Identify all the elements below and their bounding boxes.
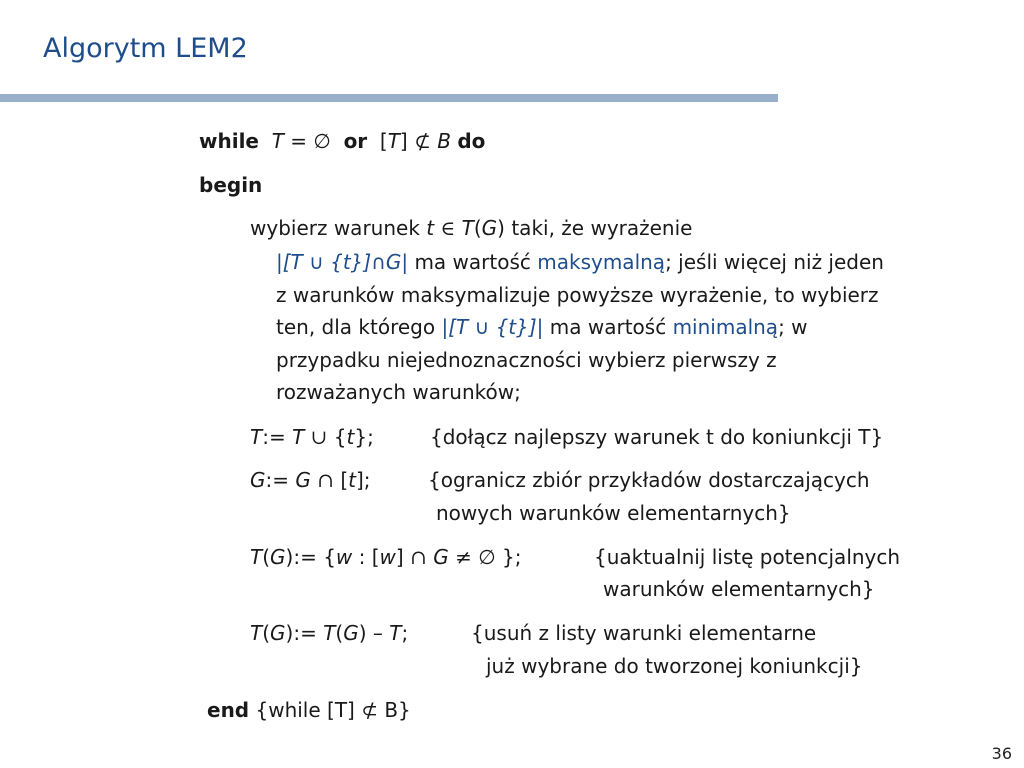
assign-T-comment: {dołącz najlepszy warunek t do koniunkcji T} xyxy=(430,425,884,449)
or-keyword: or xyxy=(343,129,368,153)
select-text: wybierz warunek xyxy=(250,216,420,240)
element-of-symbol: ∈ xyxy=(440,216,456,240)
var-T: T xyxy=(389,621,402,645)
empty-set-symbol: ∅ xyxy=(313,129,331,153)
do-keyword: do xyxy=(457,129,486,153)
while-line xyxy=(199,129,485,153)
var-G: G xyxy=(343,621,359,645)
var-B: B xyxy=(437,129,451,153)
maximal-word: maksymalną xyxy=(537,250,666,274)
union-symbol: ∪ xyxy=(310,425,328,449)
begin-keyword: begin xyxy=(199,173,263,197)
assign-G-comment-2: nowych warunków elementarnych} xyxy=(436,501,791,525)
end-keyword: end xyxy=(207,698,250,722)
var-G: G xyxy=(433,545,449,569)
minimize-head: ten, dla którego xyxy=(276,315,436,339)
end-comment: {while [T] ⊄ B} xyxy=(255,698,411,722)
remove-T-comment-2: już wybrane do tworzonej koniunkcji} xyxy=(486,654,863,678)
var-w: w xyxy=(335,545,353,569)
minimize-tail: ; w xyxy=(778,315,808,339)
intersection-symbol: ∩ xyxy=(410,545,427,569)
update-TG-statement: T(G):= {w : [w] ∩ G ≠ ∅ }; xyxy=(250,545,522,569)
title-underline-bar xyxy=(0,94,778,102)
var-G: G xyxy=(270,621,286,645)
var-T: T xyxy=(387,129,400,153)
assign-T-statement: T:= T ∪ {t}; xyxy=(250,425,374,449)
var-T: T xyxy=(461,216,474,240)
maximize-tail: ; jeśli więcej niż jeden xyxy=(665,250,884,274)
var-w: w xyxy=(379,545,396,569)
while-keyword: while xyxy=(199,129,259,153)
slide-title: Algorytm LEM2 xyxy=(43,33,248,64)
bracket-close: ] xyxy=(399,129,408,153)
assign-G-comment-1: {ogranicz zbiór przykładów dostarczających xyxy=(428,468,870,492)
maximize-line xyxy=(276,250,884,274)
explanation-line-5: przypadku niejednoznaczności wybierz pierwszy z xyxy=(276,348,777,372)
select-text-2: taki, że wyrażenie xyxy=(511,216,693,240)
equals-sign: = xyxy=(290,129,308,153)
var-G: G xyxy=(270,545,286,569)
var-T: T xyxy=(323,621,336,645)
minimize-line xyxy=(276,315,808,339)
size-expression: |[T ∪ {t}]| xyxy=(441,315,544,339)
coverage-expression: |[T ∪ {t}]∩G| xyxy=(276,250,409,274)
var-T: T xyxy=(250,621,263,645)
slide-number: 36 xyxy=(991,744,1012,763)
remove-T-statement: T(G):= T(G) – T; xyxy=(250,621,409,645)
explanation-line-6: rozważanych warunków; xyxy=(276,380,521,404)
var-t: t xyxy=(346,425,355,449)
var-G: G xyxy=(250,468,266,492)
has-value-text: ma wartość xyxy=(414,250,531,274)
var-T: T xyxy=(250,545,263,569)
var-T: T xyxy=(250,425,263,449)
has-value-text: ma wartość xyxy=(549,315,667,339)
var-G: G xyxy=(295,468,311,492)
bracket-open: [ xyxy=(379,129,388,153)
var-G: G xyxy=(481,216,498,240)
intersection-symbol: ∩ xyxy=(317,468,334,492)
update-TG-comment-1: {uaktualnij listę potencjalnych xyxy=(594,545,901,569)
assign-G-statement: G:= G ∩ [t]; xyxy=(250,468,371,492)
explanation-line-3: z warunków maksymalizuje powyższe wyrażenie, to wybierz xyxy=(276,283,879,307)
var-t: t xyxy=(426,216,435,240)
not-subset-symbol: ⊄ xyxy=(414,129,431,153)
remove-T-comment-1: {usuń z listy warunki elementarne xyxy=(471,621,817,645)
var-T: T xyxy=(292,425,305,449)
update-TG-comment-2: warunków elementarnych} xyxy=(603,577,875,601)
var-T: T xyxy=(271,129,284,153)
empty-set-symbol: ∅ xyxy=(478,545,496,569)
select-condition-line: wybierz warunek t ∈ T(G) taki, że wyrażenie xyxy=(250,216,693,240)
var-t: t xyxy=(348,468,356,492)
not-equal-symbol: ≠ xyxy=(455,545,472,569)
end-line xyxy=(207,698,411,722)
minimal-word: minimalną xyxy=(672,315,779,339)
